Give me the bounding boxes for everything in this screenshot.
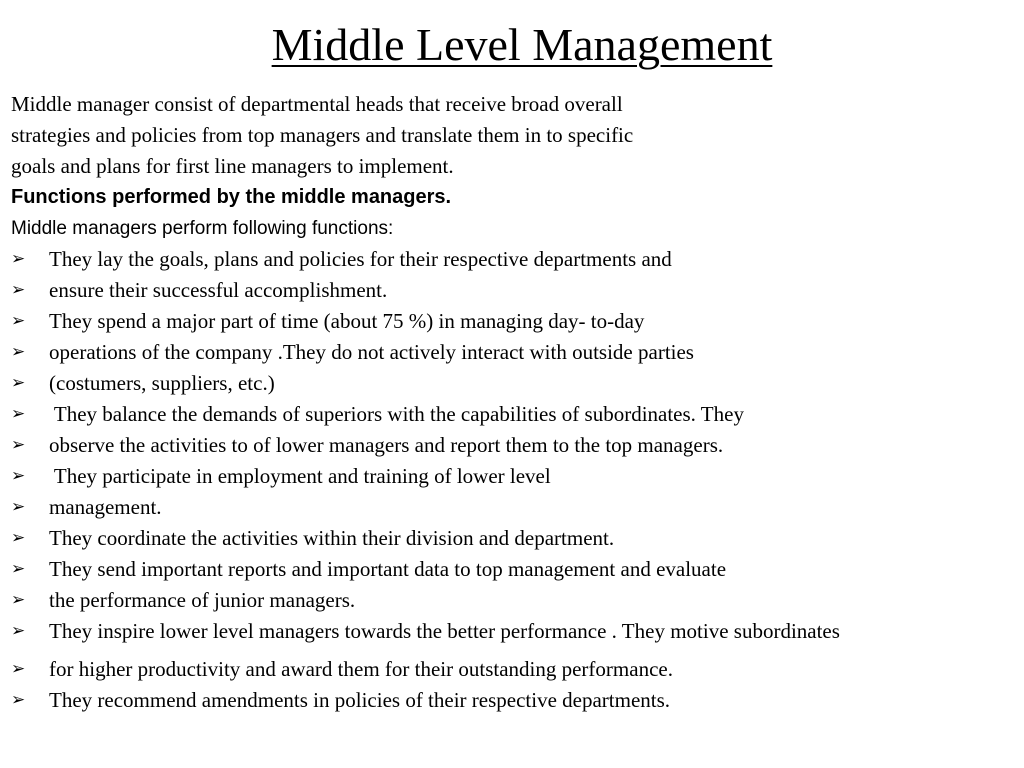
slide-title — [0, 18, 1024, 72]
bullet-item — [11, 430, 1011, 461]
arrow-bullet-icon: ➢ — [11, 497, 26, 517]
arrow-bullet-icon: ➢ — [11, 659, 26, 679]
arrow-bullet-icon: ➢ — [11, 466, 26, 486]
paragraph-line: strategies and policies from top managers and translate them in to specific — [11, 123, 634, 147]
bullet-text: the performance of junior managers. — [49, 588, 356, 612]
bullet-text: They coordinate the activities within their division and department. — [49, 526, 615, 550]
bullet-text: They lay the goals, plans and policies for their respective departments and — [49, 247, 672, 271]
bullet-text: management. — [49, 495, 162, 519]
bullet-item — [11, 275, 1011, 306]
bullet-text: They spend a major part of time (about 75 %) in managing day- to-day — [49, 309, 645, 333]
functions-bullet-list — [11, 244, 1011, 716]
bullet-text: They recommend amendments in policies of their respective departments. — [49, 688, 671, 712]
bullet-text: They inspire lower level managers towards the better performance . They motive subordinates — [49, 619, 840, 643]
bullet-text: (costumers, suppliers, etc.) — [49, 371, 275, 395]
arrow-bullet-icon: ➢ — [11, 690, 26, 710]
bullet-item — [11, 654, 1011, 685]
bullet-item — [11, 306, 1011, 337]
bullet-text: operations of the company .They do not actively interact with outside parties — [49, 340, 694, 364]
bullet-item — [11, 368, 1011, 399]
bullet-item — [11, 244, 1011, 275]
arrow-bullet-icon: ➢ — [11, 528, 26, 548]
bullet-item — [11, 399, 1011, 430]
paragraph-line: Middle manager consist of departmental heads that receive broad overall — [11, 92, 623, 116]
slide-title-text: Middle Level Management — [271, 19, 773, 70]
arrow-bullet-icon: ➢ — [11, 590, 26, 610]
bullet-item — [11, 461, 1011, 492]
bullet-item — [11, 616, 929, 654]
bullet-text: ensure their successful accomplishment. — [49, 278, 388, 302]
bullet-item — [11, 492, 1011, 523]
bullet-text: for higher productivity and award them for their outstanding performance. — [49, 657, 673, 681]
slide-body — [11, 89, 1011, 716]
arrow-bullet-icon: ➢ — [11, 249, 26, 269]
arrow-bullet-icon: ➢ — [11, 342, 26, 362]
paragraph-line: goals and plans for first line managers to implement. — [11, 154, 454, 178]
bullet-item — [11, 337, 1011, 368]
bullet-item — [11, 554, 1011, 585]
functions-intro: Middle managers perform following functions: — [11, 218, 394, 239]
arrow-bullet-icon: ➢ — [11, 621, 26, 641]
arrow-bullet-icon: ➢ — [11, 280, 26, 300]
arrow-bullet-icon: ➢ — [11, 435, 26, 455]
functions-subheading: Functions performed by the middle managers. — [11, 186, 452, 208]
bullet-text: They send important reports and important data to top management and evaluate — [49, 557, 727, 581]
bullet-text: They participate in employment and training of lower level — [49, 464, 551, 488]
bullet-text: observe the activities to of lower managers and report them to the top managers. — [49, 433, 724, 457]
arrow-bullet-icon: ➢ — [11, 404, 26, 424]
arrow-bullet-icon: ➢ — [11, 311, 26, 331]
arrow-bullet-icon: ➢ — [11, 559, 26, 579]
bullet-item — [11, 585, 1011, 616]
bullet-item — [11, 685, 1011, 716]
bullet-item — [11, 523, 1011, 554]
bullet-text: They balance the demands of superiors with the capabilities of subordinates. They — [49, 402, 744, 426]
arrow-bullet-icon: ➢ — [11, 373, 26, 393]
